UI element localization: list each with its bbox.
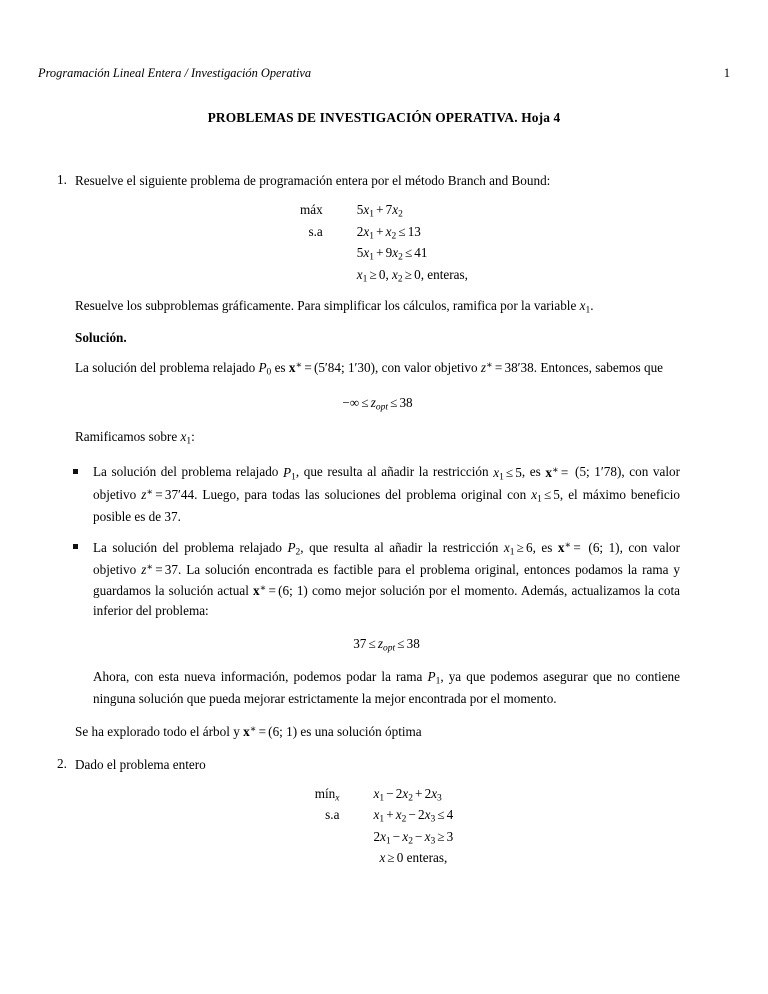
- problem-1-statement: Resuelve el siguiente problema de programación entera por el método Branch and Bound:: [75, 173, 551, 188]
- bound-2-variable: z: [377, 635, 383, 651]
- branch-variable: x: [180, 429, 187, 445]
- bullet-1-xstar: x: [545, 464, 552, 480]
- bullet-2-followup-2: , ya que podemos asegurar que no contiene ninguna solución que pueda mejorar estrictamente la mejor encontrada por el momento.: [93, 668, 680, 707]
- relaxed-solution-paragraph: La solución del problema relajado P0 es x∗ = (5′84; 1′30), con valor objetivo z∗ = 38′38. Entonces, sabemos que: [75, 360, 664, 378]
- branch-bullet-list: [0, 462, 768, 709]
- bullet-2-text-2: , que resulta al añadir la restricción: [300, 539, 499, 555]
- bound-2-variable-sub: opt: [383, 643, 396, 654]
- bullet-1-text-4: , con valor objetivo: [93, 464, 681, 502]
- nonnegativity-1: x1 ≥ 0, x2 ≥ 0, enteras,: [356, 266, 468, 285]
- problem-1: [0, 172, 768, 189]
- constraint-1: 2x1 + x2 ≤ 13: [356, 223, 421, 242]
- bullet-2-text-5: . La solución encontrada es factible para el problema original, entonces podamos la rama y guardamos la solución actual: [93, 562, 681, 598]
- relaxed-prefix: La solución del problema relajado: [75, 360, 256, 376]
- bullet-2-point-2: (6; 1): [278, 582, 308, 598]
- bullet-2-followup: [93, 667, 680, 710]
- bullet-2-z: z: [141, 562, 147, 578]
- objective-label-2-text: mín: [314, 785, 336, 801]
- problem-1-number: 1.: [57, 172, 67, 187]
- problem-1-instruction-wrap: [0, 296, 768, 449]
- document-body: [0, 172, 768, 866]
- problem-1-instruction: [75, 296, 680, 318]
- solution-label: Solución.: [75, 329, 127, 345]
- branch-text: Ramificamos sobre: [75, 429, 178, 445]
- bound-equation-1: [75, 393, 680, 415]
- instruction-period: .: [590, 298, 594, 314]
- bullet-2-followup-1: Ahora, con esta nueva información, podemos podar la rama: [93, 668, 423, 684]
- page-title: PROBLEMAS DE INVESTIGACIÓN OPERATIVA. Hoja 4: [207, 110, 561, 125]
- nonnegativity-2: x ≥ 0 enteras,: [379, 850, 448, 866]
- running-header-title: Programación Lineal Entera / Investigación Operativa: [38, 66, 312, 80]
- relaxed-suffix: . Entonces, sabemos que: [533, 360, 664, 376]
- constraint-2-2: 2x1 − x2 − x3 ≥ 3: [373, 828, 454, 847]
- problem-2-model: [0, 786, 768, 866]
- bullet-2-problem: P: [287, 539, 296, 555]
- bullet-2-text-1: La solución del problema relajado: [93, 539, 282, 555]
- conclusion-point: (6; 1): [268, 723, 298, 739]
- bullet-2-xstar-2: x: [253, 582, 260, 598]
- problem-2: [0, 756, 768, 773]
- instruction-text: Resuelve los subproblemas gráficamente. Para simplificar los cálculos, ramifica por la variable: [75, 298, 577, 314]
- problem-2-number: 2.: [57, 755, 67, 771]
- relaxed-xstar: x: [288, 360, 296, 376]
- list-item: La solución del problema relajado P1, que resulta al añadir la restricción x1 ≤ 5, es x∗ = (5; 1′78), con valor objetivo z∗ = 37′44. Luego, para todas las soluciones del problema original con x1 ≤ 5, el máximo beneficio posible es de 37.: [62, 462, 768, 527]
- square-bullet-icon: [73, 469, 78, 474]
- objective-label: máx: [300, 202, 323, 218]
- instruction-variable: x: [579, 298, 586, 314]
- bound-2-upper: 38: [406, 635, 420, 651]
- branch-variable-sub: 1: [186, 436, 192, 447]
- constraint-2-1: x1 + x2 − 2x3 ≤ 4: [373, 807, 454, 825]
- bullet-1-text-6: , el máximo beneficio posible es de 37.: [93, 486, 680, 525]
- constraint-2: 5x1 + 9x2 ≤ 41: [356, 245, 428, 263]
- relaxed-middle: , con valor objetivo: [375, 360, 478, 376]
- bullet-1-text-1: La solución del problema relajado: [93, 464, 279, 480]
- relaxed-z: z: [480, 360, 486, 376]
- running-header: [38, 66, 730, 81]
- objective-label-2-sub: x: [335, 793, 340, 804]
- bound-upper: 38: [399, 395, 413, 411]
- bullet-2-problem-sub: 2: [295, 547, 301, 558]
- branch-paragraph: [75, 427, 680, 449]
- problem-1-conclusion: Se ha explorado todo el árbol y x∗ = (6; 1) es una solución óptima: [75, 723, 422, 739]
- bullet-2-text-3: , es: [532, 539, 553, 555]
- bullet-1-z: z: [141, 486, 147, 502]
- bullet-2-followup-problem-sub: 1: [435, 676, 441, 687]
- bound-rel-1: ≤: [361, 395, 369, 411]
- bullet-2-followup-problem: P: [427, 668, 436, 684]
- bound-variable-sub: opt: [375, 402, 388, 413]
- conclusion-text-2: es una solución óptima: [300, 723, 422, 739]
- bound-2-rel-1: ≤: [368, 635, 376, 651]
- problem-1-conclusion-wrap: [0, 722, 768, 742]
- constraints-label: s.a: [308, 223, 323, 239]
- bullet-2-point: (6; 1): [588, 539, 620, 555]
- bound-variable: z: [370, 395, 376, 411]
- constraints-label-2: s.a: [325, 807, 340, 823]
- bound-equation-2: [93, 634, 680, 656]
- relaxed-problem-symbol: P: [258, 360, 267, 376]
- relaxed-z-value: 38′38: [504, 360, 534, 376]
- bullet-1-text-3: , es: [521, 464, 541, 480]
- objective-expression-2: x1 − 2x2 + 2x3: [373, 785, 442, 804]
- bound-2-lower: 37: [353, 635, 367, 651]
- conclusion-text-1: Se ha explorado todo el árbol y: [75, 723, 240, 739]
- bullet-1-text-5: . Luego, para todas las soluciones del problema original con: [194, 486, 527, 502]
- relaxed-es: es: [274, 360, 286, 376]
- bullet-1-text-2: , que resulta al añadir la restricción: [295, 464, 489, 480]
- square-bullet-icon: [73, 544, 78, 549]
- bullet-2-xstar: x: [557, 539, 565, 555]
- bound-2-rel-2: ≤: [397, 635, 405, 651]
- relaxed-problem-sub: 0: [266, 367, 272, 378]
- objective-expression: 5x1 + 7x2: [356, 202, 403, 220]
- bullet-1-point: (5; 1′78): [575, 464, 622, 480]
- bullet-2-z-value: 37: [164, 562, 178, 578]
- problem-1-model: [0, 202, 768, 284]
- bullet-2-text-6: como mejor solución por el momento. Además, actualizamos la cota inferior del problema:: [93, 582, 681, 619]
- problem-2-statement: Dado el problema entero: [75, 756, 206, 772]
- bullet-1-z-value: 37′44: [164, 486, 195, 502]
- bullet-1-problem-sub: 1: [291, 472, 296, 483]
- page-number: 1: [723, 66, 730, 80]
- relaxed-point: (5′84; 1′30): [313, 360, 376, 376]
- bound-lower: −∞: [342, 395, 360, 411]
- bound-rel-2: ≤: [390, 395, 398, 411]
- conclusion-equals: =: [258, 723, 267, 739]
- conclusion-xstar: x: [243, 723, 250, 739]
- bullet-2-text-4: , con valor objetivo: [93, 539, 680, 578]
- instruction-variable-sub: 1: [585, 305, 591, 316]
- list-item: La solución del problema relajado P2, que resulta al añadir la restricción x1 ≥ 6, es x∗ = (6; 1), con valor objetivo z∗ = 37. La solución encontrada es factible para el problema original, entonces podamos la rama y guardamos la solución actual x∗ = (6; 1) como mejor solución por el momento. Además, actualizamos la cota inferior del problema: $37 \le z_{opt} \le 38$ Ahora, con esta nueva información, podemos podar la rama P1, ya que podemos asegurar que no contiene ninguna solución que pueda mejorar estrictamente la mejor encontrada por el momento.: [62, 538, 768, 710]
- branch-colon: :: [191, 429, 195, 445]
- bullet-1-problem: P: [283, 464, 292, 480]
- objective-label-2: [315, 786, 340, 803]
